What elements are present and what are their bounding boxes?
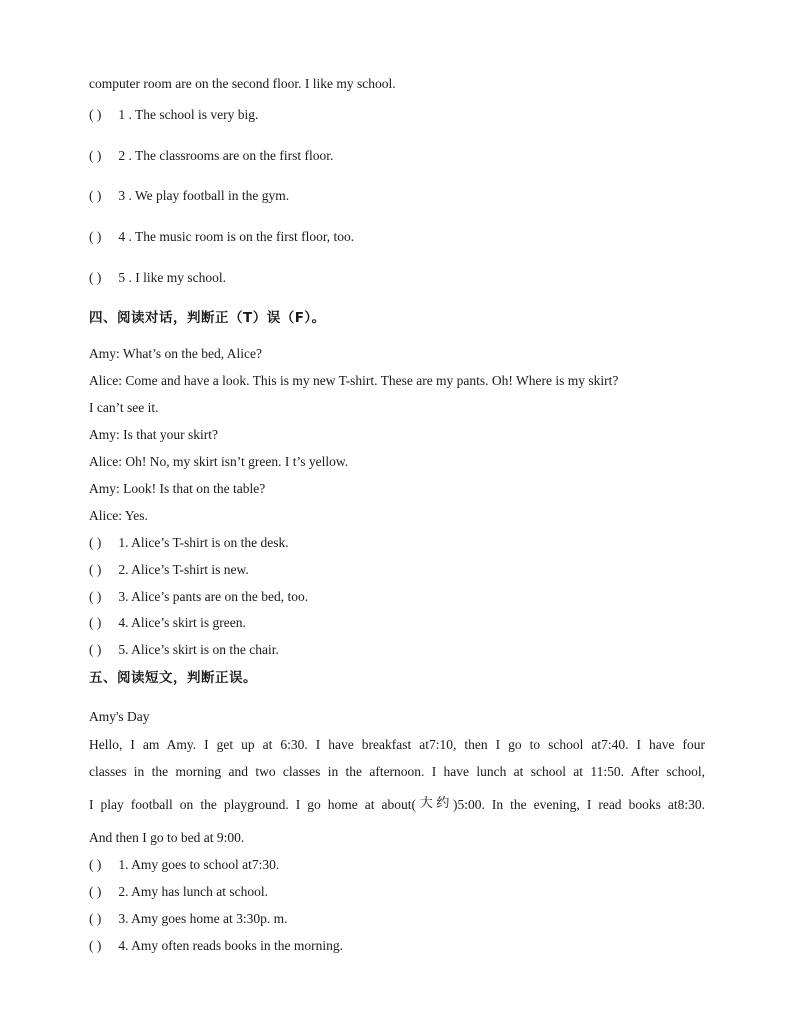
answer-blank[interactable]: ( ) [89,229,102,244]
question-item [89,588,308,606]
dialogue-line: Alice: Yes. [89,508,148,523]
question-text: 2. Amy has lunch at school. [115,884,268,899]
passage-title: Amy's Day [89,709,150,724]
question-item [89,147,333,165]
section-heading: 五、阅读短文，判断正误。 [89,670,257,686]
passage-end-line: computer room are on the second floor. I like my school. [89,76,396,91]
question-text: 3. Amy goes home at 3:30p. m. [115,911,288,926]
question-item [89,187,289,205]
question-item [89,534,289,552]
answer-blank[interactable]: ( ) [89,642,102,657]
question-text: 2. Alice’s T-shirt is new. [115,562,249,577]
gloss-text: 大约 [416,796,453,811]
question-text: 3. Alice’s pants are on the bed, too. [115,589,309,604]
answer-blank[interactable]: ( ) [89,911,102,926]
question-text: 1 . The school is very big. [115,107,259,122]
passage-text: )5:00. In the evening, I read books at8:30. [453,797,705,812]
answer-blank[interactable]: ( ) [89,884,102,899]
answer-blank[interactable]: ( ) [89,562,102,577]
section-heading: 四、阅读对话，判断正（T）误（F）。 [89,310,326,326]
question-text: 4 . The music room is on the first floor, too. [115,229,355,244]
answer-blank[interactable]: ( ) [89,857,102,872]
answer-blank[interactable]: ( ) [89,270,102,285]
question-item [89,641,279,659]
question-item [89,106,258,124]
question-item [89,269,226,287]
dialogue-line: Alice: Oh! No, my skirt isn’t green. I t’s yellow. [89,454,349,469]
dialogue-line: Amy: What’s on the bed, Alice? [89,346,262,361]
answer-blank[interactable]: ( ) [89,188,102,203]
question-text: 5. Alice’s skirt is on the chair. [115,642,279,657]
passage-line: classes in the morning and two classes in the afternoon. I have lunch at school at 11:50. After school, [89,764,705,779]
question-item [89,228,354,246]
question-item [89,856,279,874]
answer-blank[interactable]: ( ) [89,615,102,630]
question-text: 1. Alice’s T-shirt is on the desk. [115,535,289,550]
question-item [89,614,246,632]
question-item [89,937,343,955]
question-item [89,883,268,901]
answer-blank[interactable]: ( ) [89,107,102,122]
passage-line: And then I go to bed at 9:00. [89,830,245,845]
question-text: 5 . I like my school. [115,270,226,285]
answer-blank[interactable]: ( ) [89,938,102,953]
question-text: 3 . We play football in the gym. [115,188,290,203]
passage-line: Hello, I am Amy. I get up at 6:30. I have breakfast at7:10, then I go to school at7:40. I have four [89,737,705,752]
dialogue-line: I can’t see it. [89,400,159,415]
question-text: 1. Amy goes to school at7:30. [115,857,280,872]
question-item [89,561,249,579]
dialogue-line: Amy: Is that your skirt? [89,427,218,442]
question-item [89,910,288,928]
dialogue-line: Amy: Look! Is that on the table? [89,481,266,496]
question-text: 4. Amy often reads books in the morning. [115,938,343,953]
answer-blank[interactable]: ( ) [89,589,102,604]
dialogue-line: Alice: Come and have a look. This is my new T-shirt. These are my pants. Oh! Where is my skirt? [89,373,619,388]
passage-line [89,791,705,819]
answer-blank[interactable]: ( ) [89,148,102,163]
question-text: 4. Alice’s skirt is green. [115,615,246,630]
passage-text: I play football on the playground. I go home at about( [89,797,417,812]
question-text: 2 . The classrooms are on the first floor. [115,148,334,163]
answer-blank[interactable]: ( ) [89,535,102,550]
